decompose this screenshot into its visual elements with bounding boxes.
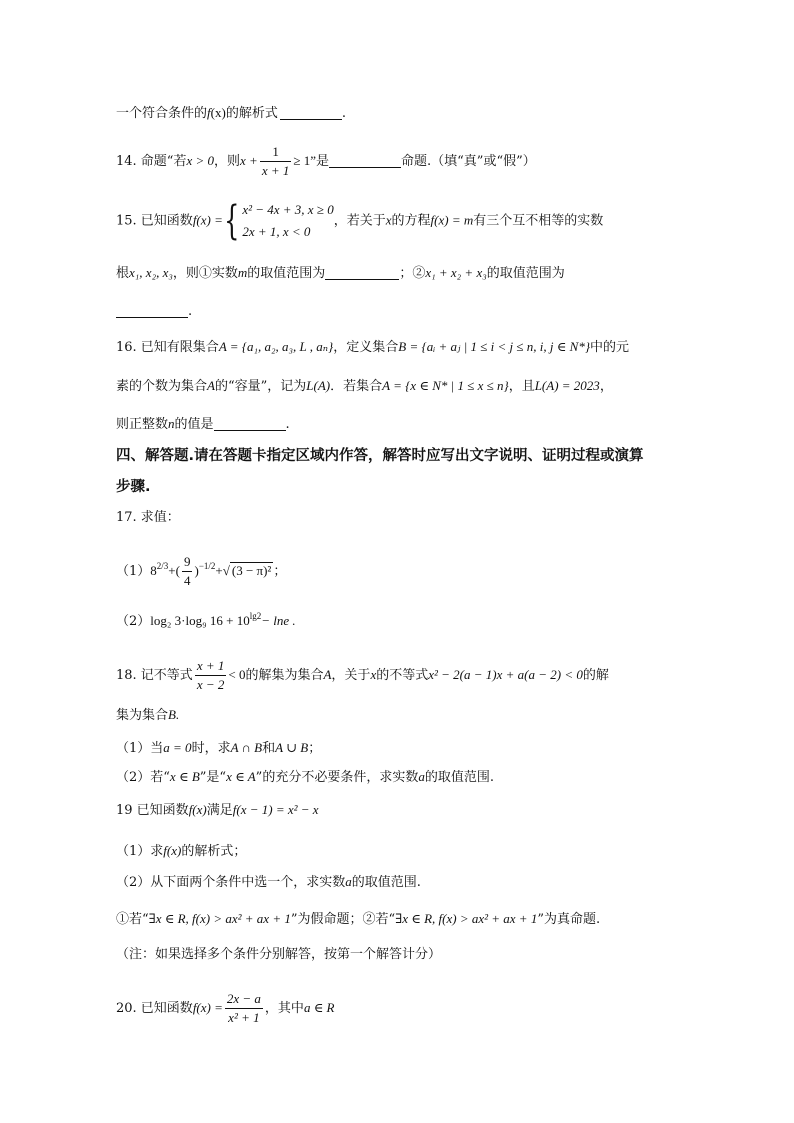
q15-brace: {: [223, 198, 240, 244]
q19-a: 19 已知函数: [116, 803, 189, 818]
q14-frac-num: 1: [260, 143, 292, 162]
q15-line3: [116, 302, 192, 322]
q19-part2: [116, 872, 421, 893]
q19-c2-expr: ∃x ∈ R, f(x) > ax² + ax + 1: [395, 911, 538, 926]
answer-blank: [214, 429, 286, 431]
q18-c: ，关于: [331, 668, 371, 683]
q16-l2b: 的“容量”，记为: [214, 379, 307, 394]
q17-p1-label: （1）: [116, 564, 151, 579]
q19-eq: f(x − 1) = x² − x: [232, 802, 319, 817]
q18-p2d: ”的充分不必要条件，求实数: [255, 770, 419, 785]
q15-m: m: [237, 265, 248, 280]
q16-l2e: ，: [599, 379, 613, 394]
q17-p1-exp: 2/3: [156, 561, 169, 571]
q17-p1-fraction: [182, 553, 193, 590]
q13-period: .: [341, 106, 346, 121]
q19-p2: （2）从下面两个条件中选一个，求实数: [116, 875, 346, 890]
q18-p1c: 和: [262, 741, 276, 756]
q17-p2-expr: log₂ 3·log₉ 16 + 10: [150, 613, 250, 628]
q16-tail: .: [285, 417, 290, 432]
q15-case2: 2x + 1, x < 0: [242, 224, 311, 239]
q16-n: n: [168, 416, 175, 431]
q13-fx-arg: (x): [210, 105, 226, 120]
q14-sep: ，则: [214, 154, 241, 169]
q13-fx: f: [207, 105, 211, 120]
q15-roots: x₁, x₂, x₃: [129, 265, 173, 280]
q16-setB: B = {aᵢ + aⱼ | 1 ≤ i < j ≤ n, i, j ∈ N*}: [398, 339, 591, 354]
q15-tail: .: [188, 304, 193, 319]
q16-l3a: 则正整数: [116, 417, 169, 432]
q18-p2e: a: [418, 769, 425, 784]
q19-part1: [116, 841, 246, 862]
sqrt-symbol: √: [222, 563, 230, 578]
q19-b: 满足: [206, 803, 233, 818]
q18-b: 的解集为集合: [245, 668, 324, 683]
q18-p1a: a = 0: [163, 740, 192, 755]
q17-p2-label: （2）: [116, 614, 151, 629]
q18-fraction: [195, 657, 227, 694]
q17-title: 17. 求值：: [116, 510, 180, 525]
q13-text-after: 的解析式: [225, 106, 278, 121]
q20-fraction: [225, 990, 263, 1027]
q15-cases: [242, 199, 333, 243]
q15-case1: x² − 4x + 3, x ≥ 0: [242, 202, 334, 217]
q18-p1d: ；: [308, 741, 322, 756]
q19-c1-expr: ∃x ∈ R, f(x) > ax² + ax + 1: [148, 911, 291, 926]
section4-heading-line2: 步骤.: [116, 479, 151, 495]
q16-A: A: [207, 378, 215, 393]
q17-p1-base: 8: [150, 563, 157, 578]
answer-blank: [325, 278, 399, 280]
q16-l2d: ，且: [508, 379, 535, 394]
q19-c2b: ”为真命题.: [537, 912, 601, 927]
q18-x: x: [370, 667, 377, 682]
q16-line2: [116, 376, 613, 397]
q19-line1: [116, 800, 319, 821]
q18-p2b: ”是“: [199, 770, 227, 785]
q20-line1: [116, 990, 335, 1027]
q19-p1b: 的解析式；: [181, 844, 247, 859]
q18-lt: < 0: [228, 667, 246, 682]
q17-p1-exp2: −1/2: [198, 561, 216, 571]
answer-blank: [329, 166, 401, 168]
q14-line: [116, 143, 536, 180]
q17-p1-sqrt: (3 − π)²: [231, 563, 272, 578]
q15-number: 15. 已知函数: [116, 213, 193, 229]
q18-p2f: 的取值范围.: [424, 770, 494, 785]
q17-part2: [116, 606, 296, 632]
q19-conditions: [116, 909, 600, 930]
q18-p1-expr2: A ∪ B: [275, 740, 309, 755]
q15-mid2: 的方程: [391, 213, 431, 229]
q14-fraction: [260, 143, 292, 180]
q18-line2-text: 集为集合: [116, 708, 169, 723]
section4-heading-line1: 四、解答题.请在答题卡指定区域内作答，解答时应写出文字说明、证明过程或演算: [116, 448, 644, 464]
q19-c1b: ”为假命题；②若“: [290, 912, 396, 927]
q16-l2a: 素的个数为集合: [116, 379, 208, 394]
q15-line2: [116, 263, 565, 284]
q20-num: 2x − a: [225, 990, 263, 1009]
q14-number: 14. 命题“若: [116, 154, 187, 169]
q15-var: x: [385, 212, 392, 228]
q16-c: 中的元: [590, 340, 630, 355]
q16-line3: [116, 414, 290, 435]
q18-a: 18. 记不等式: [116, 668, 193, 683]
q18-d: 的不等式: [376, 668, 429, 683]
q18-ineq: x² − 2(a − 1)x + a(a − 2) < 0: [428, 667, 583, 682]
q16-line1: [116, 337, 629, 358]
q17-part1: [116, 553, 286, 590]
q17-p1-end: ；: [273, 564, 287, 579]
q19-p2a: a: [345, 874, 352, 889]
q19-c1: ①若“: [116, 912, 149, 927]
q15-fx: f(x) =: [192, 212, 223, 228]
q19-p2b: 的取值范围.: [351, 875, 421, 890]
q19-fx: f(x): [188, 802, 207, 817]
q18-line2: [116, 705, 179, 726]
q15-line1: [116, 199, 603, 243]
q18-p2: （2）若“: [116, 770, 170, 785]
q15-eq: f(x) = m: [430, 212, 474, 228]
q18-part1: [116, 738, 321, 759]
q13-line: [116, 103, 346, 124]
answer-blank: [116, 316, 188, 318]
q18-p1: （1）当: [116, 741, 164, 756]
q14-after: 命题.（填“真”或“假”）: [401, 154, 536, 169]
q16-LA: L(A): [306, 378, 331, 393]
q18-p1-expr1: A ∩ B: [230, 740, 263, 755]
q19-p1: （1）求: [116, 844, 164, 859]
q16-a: 16. 已知有限集合: [116, 340, 219, 355]
q18-p2c: x ∈ A: [226, 769, 256, 784]
q17-p2-end: − lne .: [261, 613, 296, 628]
q13-text: 一个符合条件的: [116, 106, 208, 121]
q18-part2: [116, 767, 494, 788]
q18-p2a: x ∈ B: [169, 769, 200, 784]
q15-end: 有三个互不相等的实数: [473, 213, 604, 229]
q16-LA2: L(A) = 2023: [534, 378, 600, 393]
q18-num: x + 1: [195, 657, 227, 676]
q15-l2c: 的取值范围为: [247, 266, 326, 281]
q18-den: x − 2: [196, 677, 225, 692]
q18-B: B.: [168, 707, 180, 722]
q17-p1-plus2: +: [215, 563, 223, 578]
q15-l2e: 的取值范围为: [486, 266, 565, 281]
q20-a: 20. 已知函数: [116, 1001, 193, 1016]
q15-l2d: ；②: [399, 266, 426, 281]
q19-p1-fx: f(x): [163, 843, 182, 858]
q18-e: 的解: [582, 668, 609, 683]
q18-line1: [116, 657, 609, 694]
q16-b: ，定义集合: [333, 340, 399, 355]
q15-l2a: 根: [116, 266, 130, 281]
q14-expr-left: x +: [240, 153, 258, 168]
q14-frac-den: x + 1: [261, 163, 290, 178]
q16-l3b: 的值是: [174, 417, 214, 432]
q20-den: x² + 1: [228, 1010, 260, 1025]
q17-p1-num: 9: [182, 553, 193, 572]
q20-b: ，其中: [264, 1001, 304, 1016]
q16-setA: A = {a₁, a₂, a₃, L , aₙ}: [218, 339, 334, 354]
q20-fx: f(x) =: [192, 1000, 223, 1015]
q14-cond: x > 0: [186, 153, 214, 168]
q17-p1-den: 4: [183, 573, 191, 588]
q15-mid: ，若关于: [333, 213, 386, 229]
q15-l2b: ，则①实数: [172, 266, 238, 281]
q17-p1-close: ): [194, 563, 199, 578]
q16-l2c: ．若集合: [330, 379, 383, 394]
q20-cond: a ∈ R: [303, 1000, 335, 1015]
answer-blank: [280, 118, 342, 120]
q17-p1-plus: +(: [168, 563, 180, 578]
q18-A: A: [323, 667, 332, 682]
q14-expr-right: ≥ 1”是: [293, 153, 330, 168]
q19-note: （注：如果选择多个条件分别解答，按第一个解答计分）: [116, 947, 442, 962]
q15-sum: x₁ + x₂ + x₃: [425, 265, 487, 280]
q16-setA2: A = {x ∈ N* | 1 ≤ x ≤ n}: [382, 378, 509, 393]
q17-p2-sup: lg2: [249, 611, 262, 621]
q18-p1b: 时，求: [191, 741, 231, 756]
